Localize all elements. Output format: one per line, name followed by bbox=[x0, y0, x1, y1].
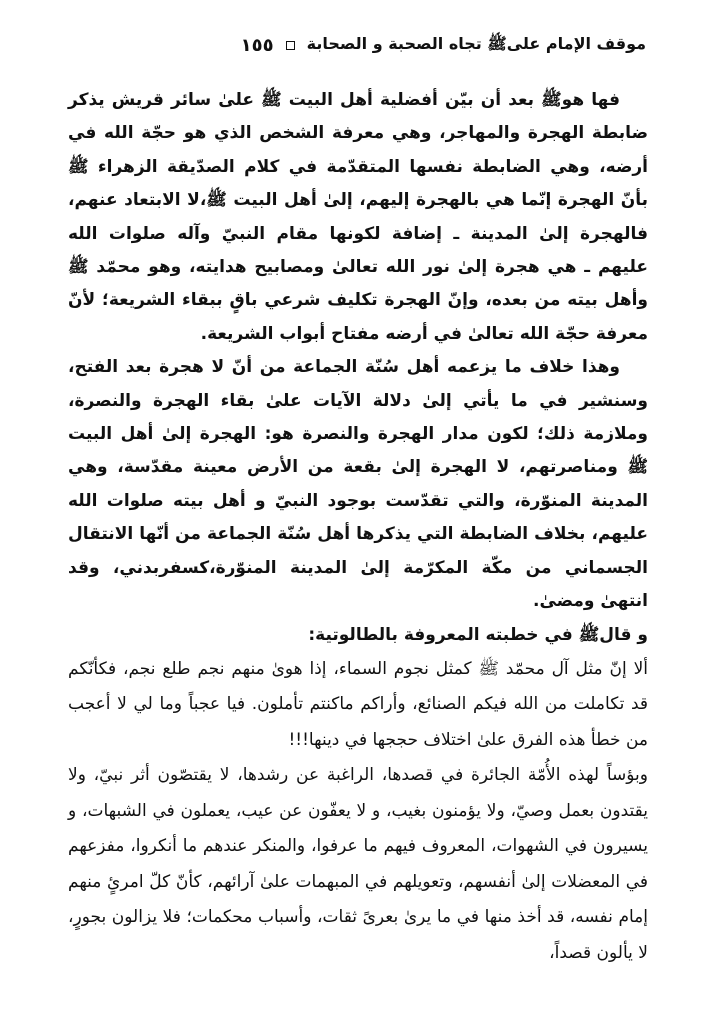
running-title: موقف الإمام علىﷺ تجاه الصحبة و الصحابة bbox=[306, 33, 646, 53]
page-body bbox=[68, 84, 648, 971]
square-separator-icon bbox=[286, 41, 295, 50]
quote-paragraph-2: وبؤساً لهذه الأُمّة الجائرة في قصدها، الراغبة عن رشدها، لا يقتصّون أثر نبيّ، ولا يقتدون بعمل وصيّ، ولا يؤمنون بغيب، و لا يعفّون عن عيب، يعملون في الشبهات، و يسيرون في الشهوات، المعروف فيهم ما عرفوا، والمنكر عندهم ما أنكروا، مفزعهم في المعضلات إلىٰ أنفسهم، وتعويلهم في المبهمات علىٰ آرائهم، كأنّ كلّ امرئٍ منهم إمام نفسه، قد أخذ منها في ما يرىٰ بعرىً ثقات، وأسباب محكمات؛ فلا يزالون بجورٍ، لا يألون قصداً، bbox=[68, 765, 648, 963]
quote-paragraph-1: ألا إنّ مثل آل محمّد ﷺ كمثل نجوم السماء، إذا هوىٰ منهم نجم طلع نجم، فكأنّكم قد تكاملت من الله فيكم الصنائع، وأراكم ماكنتم تأملون. فيا عجباً وما لي لا أعجب من خطأ هذه الفرق علىٰ اختلاف حججها في دينها!!! bbox=[68, 658, 648, 750]
quote-intro: و قالﷺ في خطبته المعروفة بالطالوتية: bbox=[308, 624, 648, 645]
paragraph-2: وهذا خلاف ما يزعمه أهل سُنّة الجماعة من أنّ لا هجرة بعد الفتح، وسنشير في ما يأتي إلىٰ دلالة الآيات علىٰ بقاء الهجرة والنصرة، وملازمة ذلك؛ لكون مدار الهجرة والنصرة هو: الهجرة إلىٰ أهل البيت ﷺ ومناصرتهم، لا الهجرة إلىٰ بقعة من الأرض معينة مقدّسة، وهي المدينة المنوّرة، والتي تقدّست بوجود النبيّ و أهل بيته صلوات الله عليهم، بخلاف الضابطة التي يذكرها أهل سُنّة الجماعة من أنّها الانتقال الجسماني من مكّة المكرّمة إلىٰ المدينة المنوّرة،كسفربدني، وقد انتهىٰ ومضىٰ. bbox=[68, 357, 648, 612]
page-number: ١٥٥ bbox=[240, 34, 274, 56]
page-header bbox=[70, 30, 646, 60]
paragraph-1: فها هوﷺ بعد أن بيّن أفضلية أهل البيت ﷺ علىٰ سائر قريش يذكر ضابطة الهجرة والمهاجر، وهي معرفة الشخص الذي هو حجّة الله في أرضه، وهي الضابطة نفسها المتقدّمة في كلام الصدّيقة الزهراء ﷺ بأنّ الهجرة إنّما هي بالهجرة إليهم، إلىٰ أهل البيت ﷺ،لا الابتعاد عنهم، فالهجرة إلىٰ المدينة ـ إضافة لكونها مقام النبيّ وآله صلوات الله عليهم ـ هي هجرة إلىٰ نور الله تعالىٰ ومصابيح هدايته، وهو محمّد ﷺ وأهل بيته من بعده، وإنّ الهجرة تكليف شرعي باقٍ ببقاء الشريعة؛ لأنّ معرفة حجّة الله تعالىٰ في أرضه مفتاح أبواب الشريعة. bbox=[68, 90, 648, 344]
